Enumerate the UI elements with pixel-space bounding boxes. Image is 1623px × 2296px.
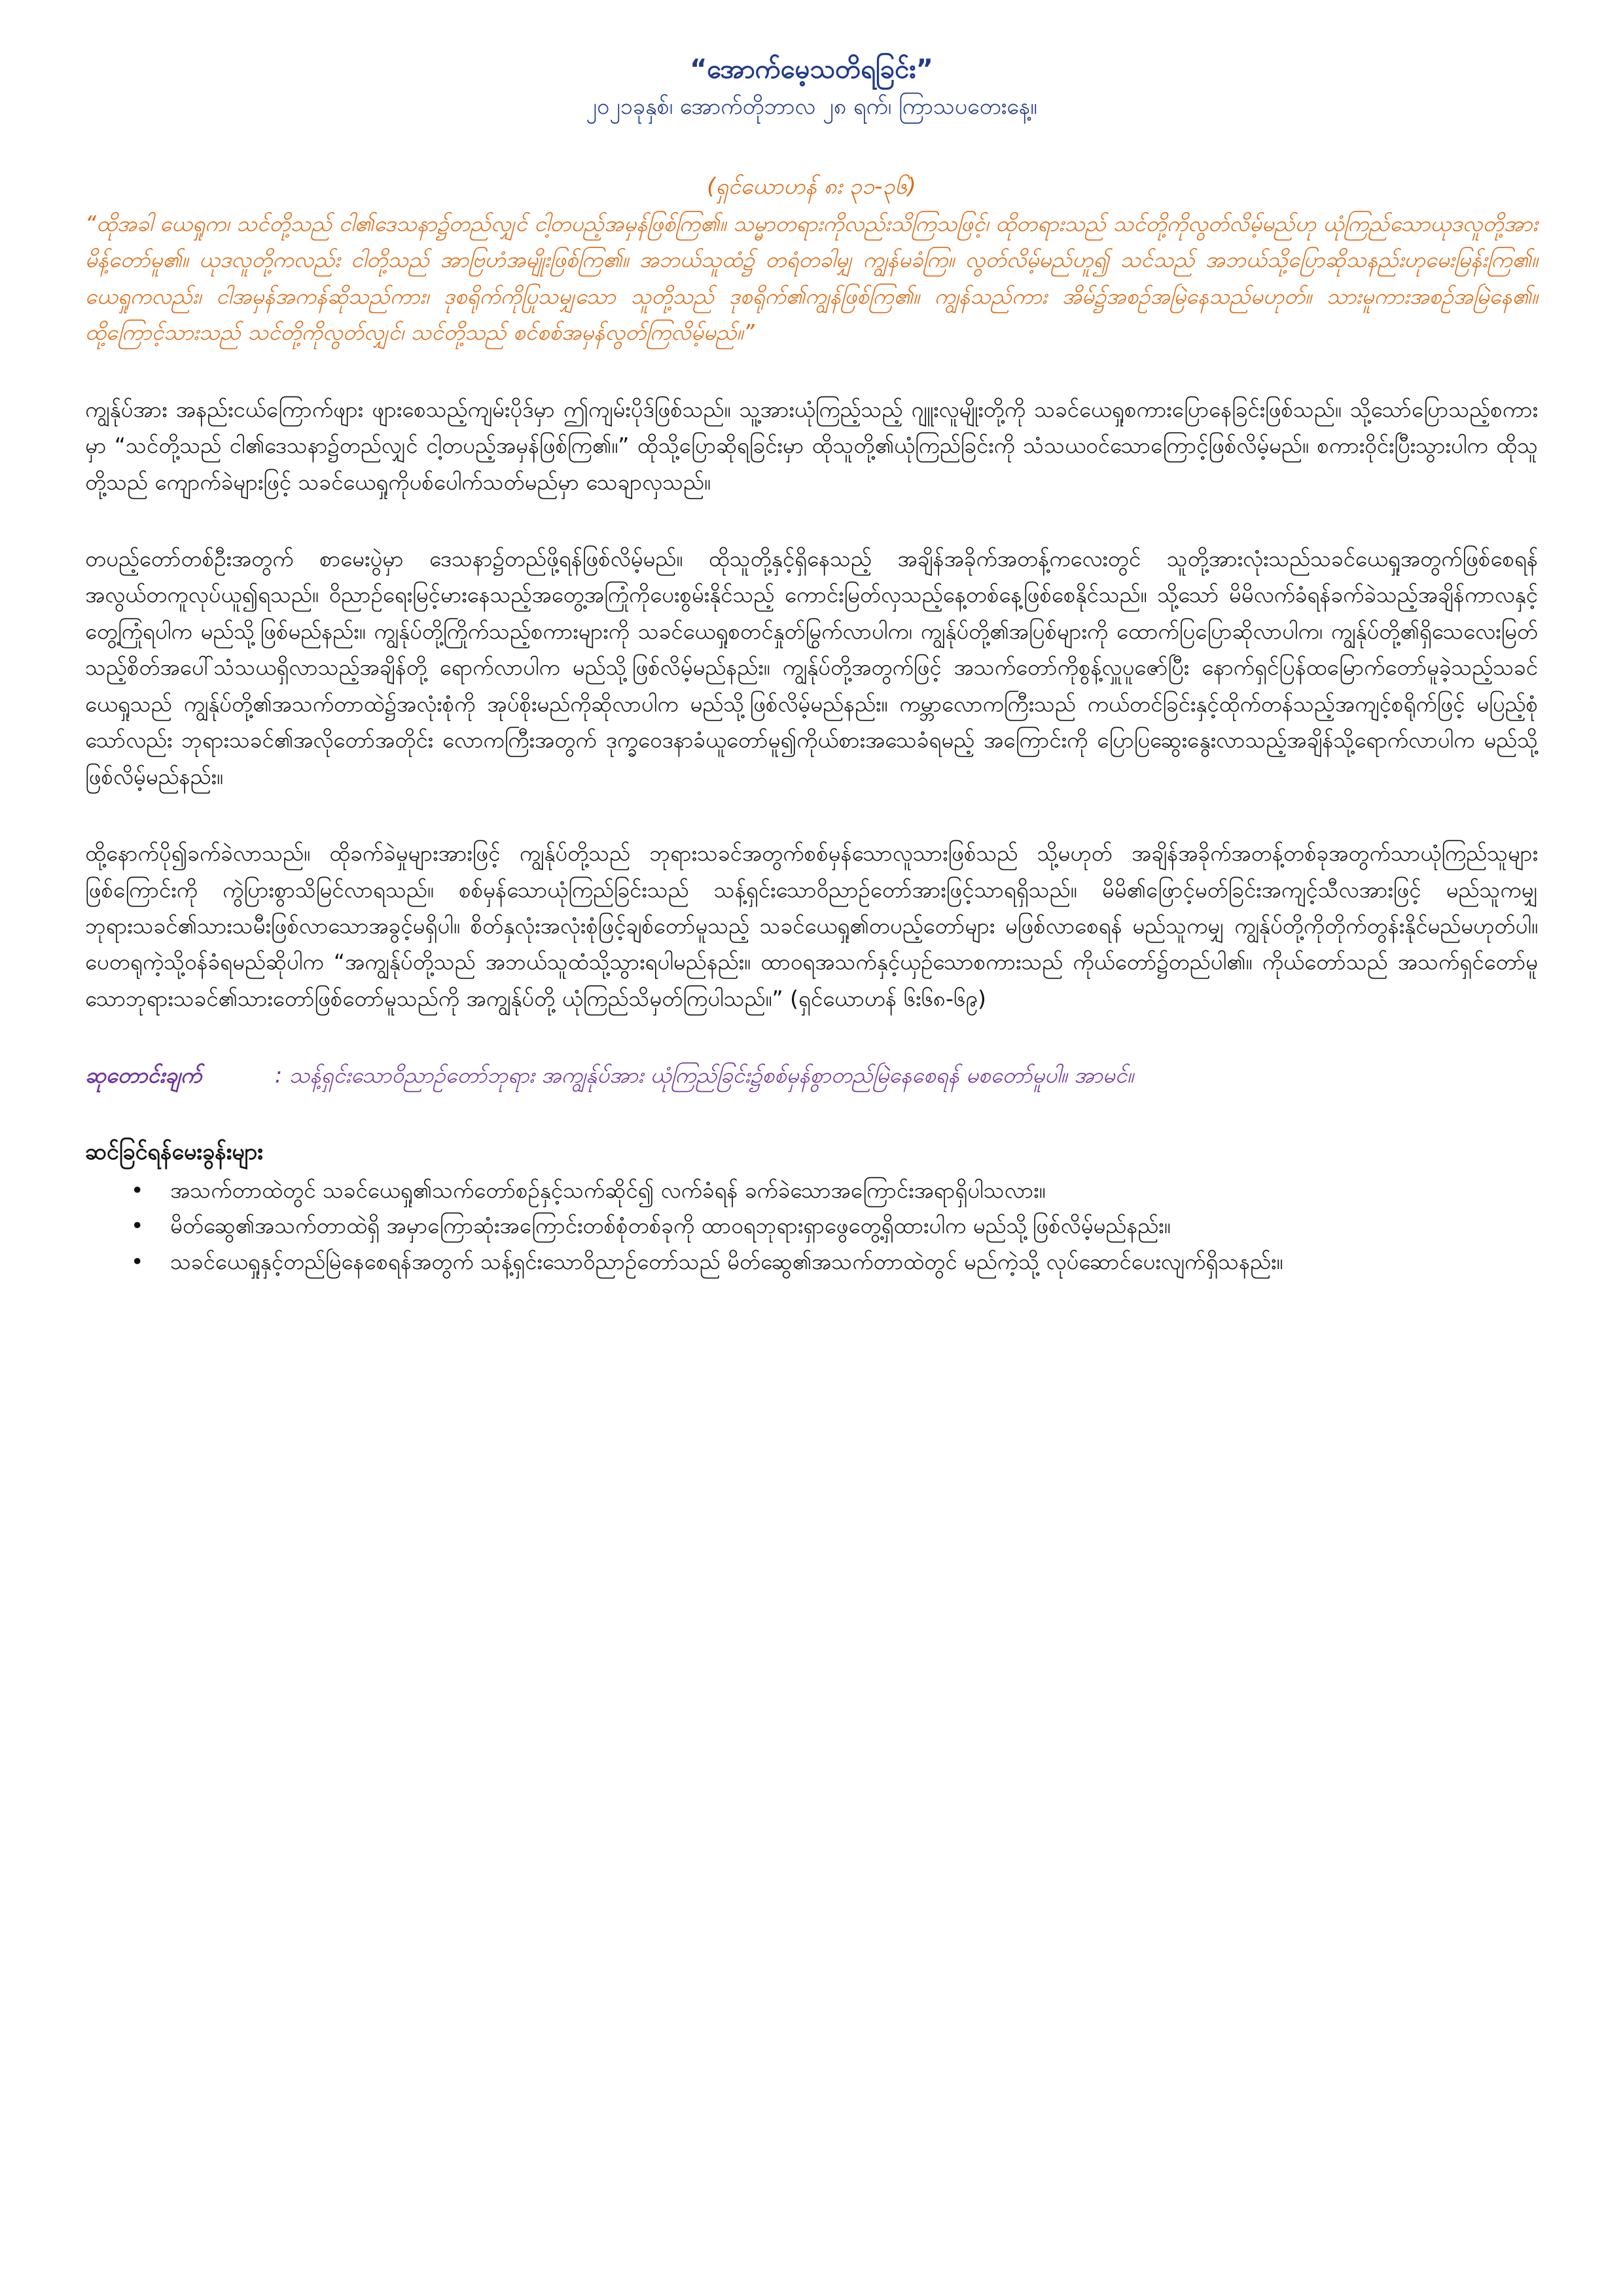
prayer-label: ဆုတောင်းချက် <box>85 1062 202 1088</box>
list-item <box>85 1208 1538 1244</box>
question-text: မိတ်ဆွေ၏အသက်တာထဲရှိ အမှာကြောဆုံးအကြောင်းတစ်စုံတစ်ခုကို ထာဝရဘုရားရှာဖွေတွေ့ရှိထားပါက မည်သို့ဖြစ်လိမ့်မည်နည်း။ <box>170 1213 1171 1239</box>
scripture-quote: “ထိုအခါ ယေရှုက၊ သင်တို့သည် ငါ၏ဒေသနာ၌တည်လျှင် ငါ့တပည့်အမှန်ဖြစ်ကြ၏။ သမ္မာတရားကိုလည်းသိကြသဖြင့်၊ ထိုတရားသည် သင်တို့ကိုလွတ်လိမ့်မည်ဟု ယုံကြည်သောယုဒလူတို့အား မိန့်တော်မူ၏။ ယုဒလူတို့ကလည်း ငါတို့သည် အာဗြဟံအမျိုးဖြစ်ကြ၏။ အဘယ်သူထံ၌ တရံတခါမျှ ကျွန်မခံကြ။ လွတ်လိမ့်မည်ဟူ၍ သင်သည် အဘယ်သို့ပြောဆိုသနည်းဟုမေးမြန်းကြ၏။ ယေရှုကလည်း၊ ငါအမှန်အကန်ဆိုသည်ကား၊ ဒုစရိုက်ကိုပြုသမျှသော သူတို့သည် ဒုစရိုက်၏ကျွန်ဖြစ်ကြ၏။ ကျွန်သည်ကား အိမ်၌အစဉ်အမြဲနေသည်မဟုတ်။ သားမူကားအစဉ်အမြဲနေ၏။ ထို့ကြောင့်သားသည် သင်တို့ကိုလွတ်လျှင်၊ သင်တို့သည် စင်စစ်အမှန်လွတ်ကြလိမ့်မည်။” <box>85 210 1538 346</box>
prayer <box>85 1057 1538 1094</box>
body-paragraph-3: ထို့နောက်ပို၍ခက်ခဲလာသည်။ ထိုခက်ခဲမှုများအားဖြင့် ကျွန်ုပ်တို့သည် ဘုရားသခင်အတွက်စစ်မှန်သောလူသားဖြစ်သည် သို့မဟုတ် အချိန်အခိုက်အတန့်တစ်ခုအတွက်သာယုံကြည်သူများဖြစ်ကြောင်းကို ကွဲပြားစွာသိမြင်လာရသည်။ စစ်မှန်သောယုံကြည်ခြင်းသည် သန့်ရှင်းသောဝိညာဉ်တော်အားဖြင့်သာရရှိသည်။ မိမိ၏ဖြောင့်မတ်ခြင်းအကျင့်သီလအားဖြင့် မည်သူကမျှ ဘုရားသခင်၏သားသမီးဖြစ်လာသောအခွင့်မရှိပါ။ စိတ်နှလုံးအလုံးစုံဖြင့်ချစ်တော်မူသည့် သခင်ယေရှု၏တပည့်တော်များ မဖြစ်လာစေရန် မည်သူကမျှ ကျွန်ုပ်တို့ကိုတိုက်တွန်းနိုင်မည်မဟုတ်ပါ။ ပေတရုကဲ့သို့ဝန်ခံရမည်ဆိုပါက “အကျွန်ုပ်တို့သည် အဘယ်သူထံသို့သွားရပါမည်နည်း။ ထာဝရအသက်နှင့်ယှဉ်သောစကားသည် ကိုယ်တော်၌တည်ပါ၏။ ကိုယ်တော်သည် အသက်ရှင်တော်မူသောဘုရားသခင်၏သားတော်ဖြစ်တော်မူသည်ကို အကျွန်ုပ်တို့ ယုံကြည်သိမှတ်ကြပါသည်။” (ရှင်ယောဟန် ၆း၆၈-၆၉) <box>85 840 1538 1011</box>
list-item <box>85 1244 1538 1280</box>
bullet-icon: • <box>131 1177 144 1203</box>
scripture-reference: (ရှင်ယောဟန် ၈း ၃၁-၃၆) <box>707 173 916 200</box>
questions-heading: ဆင်ခြင်ရန်မေးခွန်းများ <box>85 1139 263 1166</box>
body-paragraph-1: ကျွန်ုပ်အား အနည်းငယ်ကြောက်ဖျား ဖျားစေသည့်ကျမ်းပိုဒ်မှာ ဤကျမ်းပိုဒ်ဖြစ်သည်။ သူ့အားယုံကြည့်သည့် ဂျူးလူမျိုးတို့ကို သခင်ယေရှုစကားပြောနေခြင်းဖြစ်သည်။ သို့သော်ပြောသည့်စကားမှာ “သင်တို့သည် ငါ၏ဒေသနာ၌တည်လျှင် ငါ့တပည့်အမှန်ဖြစ်ကြ၏။” ထိုသို့ပြောဆိုရခြင်းမှာ ထိုသူတို့၏ယုံကြည်ခြင်းကို သံသယဝင်သောကြောင့်ဖြစ်လိမ့်မည်။ စကားဝိုင်းပြီးသွားပါက ထိုသူတို့သည် ကျောက်ခဲများဖြင့် သခင်ယေရှုကိုပစ်ပေါက်သတ်မည်မှာ သေချာလှသည်။ <box>85 396 1538 495</box>
prayer-text: : သန့်ရှင်းသောဝိညာဉ်တော်ဘုရား အကျွန်ုပ်အား ယုံကြည်ခြင်း၌စစ်မှန်စွာတည်မြဲနေစေရန် မစတော်မူပါ။ အာမင်။ <box>275 1062 1134 1088</box>
devotional-page <box>85 39 1538 1280</box>
page-title: “အောက်မေ့သတိရခြင်း” <box>690 54 933 84</box>
question-text: သခင်ယေရှုနှင့်တည်မြဲနေစေရန်အတွက် သန့်ရှင်းသောဝိညာဉ်တော်သည် မိတ်ဆွေ၏အသက်တာထဲတွင် မည်ကဲ့သို့ လုပ်ဆောင်ပေးလျက်ရှိသနည်း။ <box>170 1248 1283 1274</box>
bullet-icon: • <box>131 1213 144 1239</box>
bullet-icon: • <box>131 1248 144 1274</box>
questions-list <box>85 1173 1538 1280</box>
list-item <box>85 1173 1538 1208</box>
page-date: ၂၀၂၁ခုနှစ်၊ အောက်တိုဘာလ ၂၈ ရက်၊ ကြာသပတေးနေ့။ <box>586 94 1037 120</box>
question-text: အသက်တာထဲတွင် သခင်ယေရှု၏သက်တော်စဉ်နှင့်သက်ဆိုင်၍ လက်ခံရန် ခက်ခဲသောအကြောင်းအရာရှိပါသလား။ <box>170 1177 1046 1203</box>
body-paragraph-2: တပည့်တော်တစ်ဦးအတွက် စာမေးပွဲမှာ ဒေသနာ၌တည်ဖို့ရန်ဖြစ်လိမ့်မည်။ ထိုသူတို့နှင့်ရှိနေသည့် အချိန်အခိုက်အတန့်ကလေးတွင် သူတို့အားလုံးသည်သခင်ယေရှုအတွက်ဖြစ်စေရန် အလွယ်တကူလုပ်ယူ၍ရသည်။ ဝိညာဉ်ရေးမြင့်မားနေသည့်အတွေ့အကြုံကိုပေးစွမ်းနိုင်သည့် ကောင်းမြတ်လှသည့်နေ့တစ်နေ့ဖြစ်စေနိုင်သည်။ သို့သော် မိမိလက်ခံရန်ခက်ခဲသည့်အချိန်ကာလနှင့်တွေ့ကြုံရပါက မည်သို့ဖြစ်မည်နည်း။ ကျွန်ုပ်တို့ကြိုက်သည့်စကားများကို သခင်ယေရှုစတင်နှုတ်မြွက်လာပါက၊ ကျွန်ုပ်တို့၏အပြစ်များကို ထောက်ပြပြောဆိုလာပါက၊ ကျွန်ုပ်တို့၏ရှိသေလေးမြတ်သည့်စိတ်အပေါ်သံသယရှိလာသည့်အချိန်တို့ ရောက်လာပါက မည်သို့ဖြစ်လိမ့်မည်နည်း။ ကျွန်ုပ်တို့အတွက်ဖြင့် အသက်တော်ကိုစွန့်လှူပူဇော်ပြီး နောက်ရှင်ပြန်ထမြောက်တော်မူခဲ့သည့်သခင်ယေရှုသည် ကျွန်ုပ်တို့၏အသက်တာထဲ၌အလုံးစုံကို အုပ်စိုးမည်ကိုဆိုလာပါက မည်သို့ဖြစ်လိမ့်မည်နည်း။ ကမ္ဘာလောကကြီးသည် ကယ်တင်ခြင်းနှင့်ထိုက်တန်သည့်အကျင့်စရိုက်ဖြင့် မပြည့်စုံသော်လည်း ဘုရားသခင်၏အလိုတော်အတိုင်း လောကကြီးအတွက် ဒုက္ခဝေဒနာခံယူတော်မူ၍ကိုယ်စားအသေခံရမည့် အကြောင်းကို ပြောပြဆွေးနွေးလာသည့်အချိန်သို့ရောက်လာပါက မည်သို့ဖြစ်လိမ့်မည်နည်း။ <box>85 546 1538 789</box>
